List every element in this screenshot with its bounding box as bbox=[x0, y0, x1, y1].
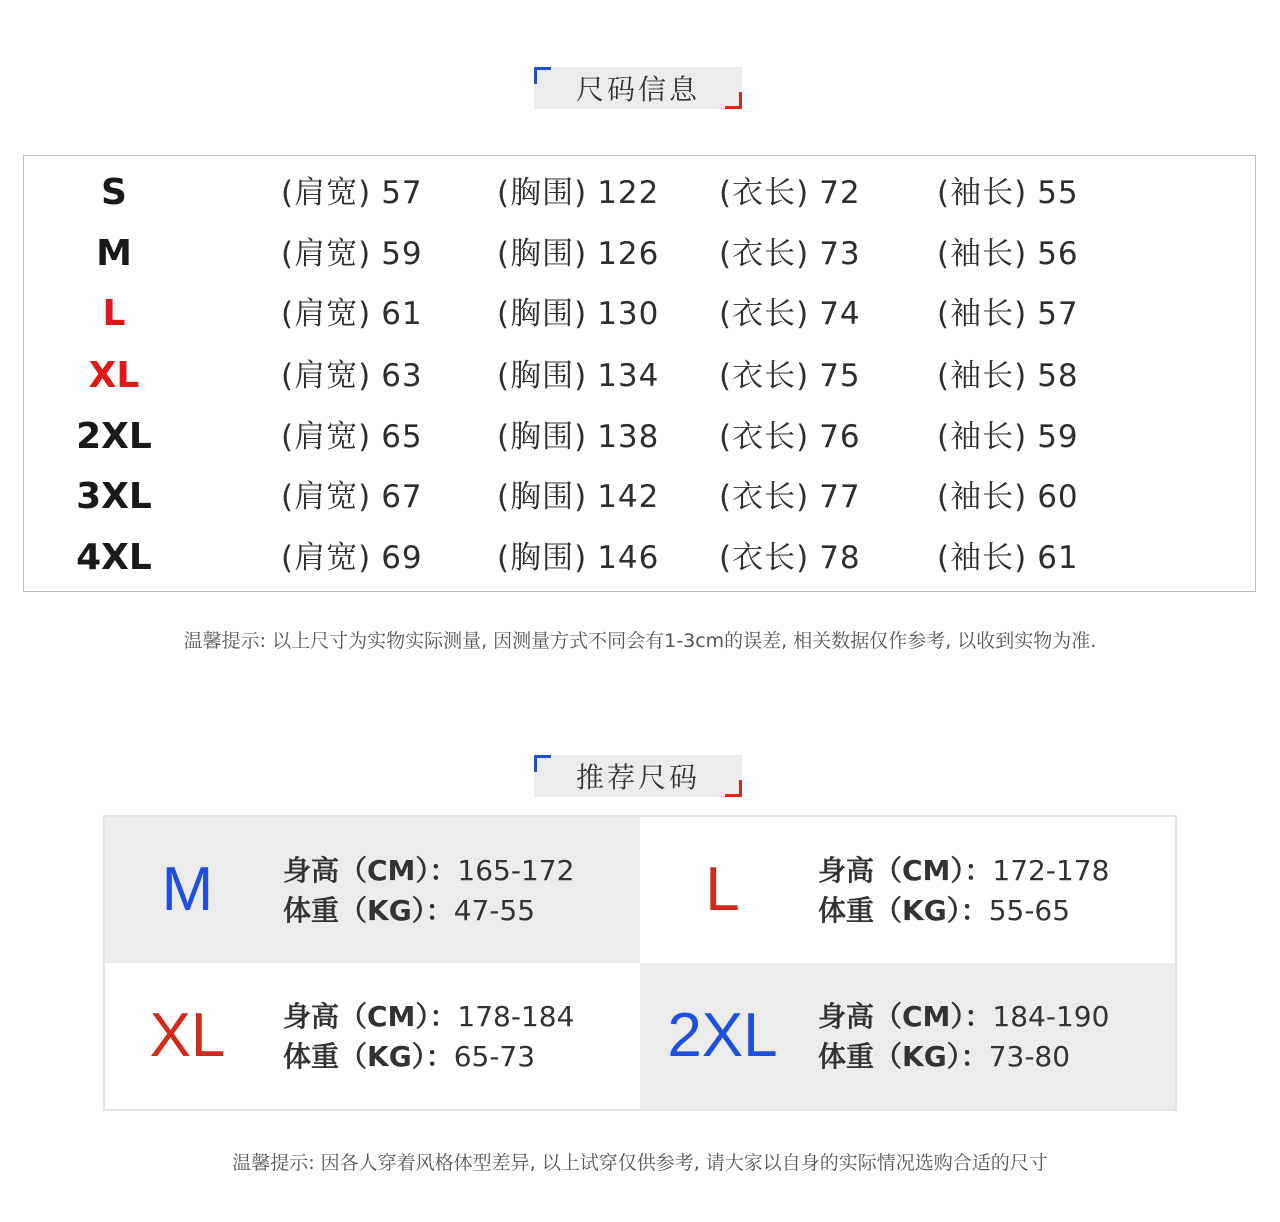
measurement-chest bbox=[497, 472, 659, 522]
measurement-chest bbox=[497, 229, 659, 279]
recommend-weight-label: 体重（KG）： bbox=[283, 894, 454, 927]
recommend-height-label: 身高（CM）： bbox=[818, 1000, 993, 1033]
measurement-label: (胸围) bbox=[497, 479, 588, 515]
measurement-value: 77 bbox=[819, 479, 861, 515]
recommend-weight-line bbox=[818, 1037, 1109, 1077]
recommend-details bbox=[283, 851, 574, 931]
recommend-size: 2XL bbox=[667, 1001, 778, 1070]
measurement-label: (肩宽) bbox=[281, 540, 372, 576]
measurement-value: 142 bbox=[597, 479, 660, 515]
recommend-height-label: 身高（CM）： bbox=[283, 854, 458, 887]
recommend-height-line bbox=[818, 997, 1109, 1037]
recommend-title bbox=[534, 755, 742, 797]
measurement-label: (袖长) bbox=[937, 479, 1028, 515]
size-label: 2XL bbox=[76, 416, 152, 457]
recommend-cell bbox=[105, 963, 640, 1109]
recommend-height-value: 172-178 bbox=[992, 854, 1110, 887]
measurement-label: (胸围) bbox=[497, 540, 588, 576]
measurement-value: 78 bbox=[819, 540, 861, 576]
measurement-chest bbox=[497, 533, 659, 583]
recommend-height-line bbox=[283, 997, 574, 1037]
recommend-grid bbox=[103, 815, 1177, 1111]
measurement-sleeve bbox=[937, 351, 1079, 401]
measurement-shoulder bbox=[281, 289, 423, 339]
measurement-sleeve bbox=[937, 289, 1079, 339]
measurement-label: (衣长) bbox=[719, 479, 810, 515]
measurement-shoulder bbox=[281, 412, 423, 462]
measurement-sleeve bbox=[937, 412, 1079, 462]
measurement-sleeve bbox=[937, 472, 1079, 522]
measurement-length bbox=[719, 289, 861, 339]
recommend-height-label: 身高（CM）： bbox=[818, 854, 993, 887]
size-info-title bbox=[534, 67, 742, 109]
size-label: 4XL bbox=[76, 537, 152, 578]
size-row bbox=[24, 229, 1255, 279]
corner-bracket-icon bbox=[725, 92, 742, 109]
measurement-shoulder bbox=[281, 533, 423, 583]
measurement-value: 60 bbox=[1037, 479, 1079, 515]
measurement-value: 72 bbox=[819, 175, 861, 211]
measurement-label: (肩宽) bbox=[281, 175, 372, 211]
measurement-length bbox=[719, 412, 861, 462]
measurement-label: (胸围) bbox=[497, 358, 588, 394]
recommend-weight-value: 65-73 bbox=[453, 1040, 536, 1073]
recommend-cell bbox=[105, 817, 640, 963]
recommend-weight-line bbox=[283, 1037, 574, 1077]
measurement-label: (肩宽) bbox=[281, 236, 372, 272]
measurement-length bbox=[719, 533, 861, 583]
size-row bbox=[24, 412, 1255, 462]
measurement-label: (袖长) bbox=[937, 236, 1028, 272]
size-note: 温馨提示: 以上尺寸为实物实际测量, 因测量方式不同会有1-3cm的误差, 相关数据仅作参考, 以收到实物为准. bbox=[183, 630, 1097, 652]
measurement-label: (衣长) bbox=[719, 175, 810, 211]
measurement-label: (袖长) bbox=[937, 296, 1028, 332]
recommend-details bbox=[283, 997, 574, 1077]
size-row bbox=[24, 533, 1255, 583]
measurement-chest bbox=[497, 168, 659, 218]
measurement-chest bbox=[497, 289, 659, 339]
measurement-label: (胸围) bbox=[497, 175, 588, 211]
recommend-size: L bbox=[705, 855, 740, 924]
measurement-shoulder bbox=[281, 351, 423, 401]
recommend-weight-label: 体重（KG）： bbox=[818, 1040, 989, 1073]
recommend-cell bbox=[640, 963, 1175, 1109]
size-label: XL bbox=[88, 355, 140, 396]
measurement-value: 57 bbox=[1037, 296, 1079, 332]
recommend-note: 温馨提示: 因各人穿着风格体型差异, 以上试穿仅供参考, 请大家以自身的实际情况选购合适的尺寸 bbox=[232, 1152, 1048, 1174]
recommend-weight-label: 体重（KG）： bbox=[818, 894, 989, 927]
measurement-value: 126 bbox=[597, 236, 660, 272]
measurement-length bbox=[719, 351, 861, 401]
measurement-chest bbox=[497, 412, 659, 462]
size-label: 3XL bbox=[76, 476, 152, 517]
measurement-value: 59 bbox=[1037, 419, 1079, 455]
measurement-value: 146 bbox=[597, 540, 660, 576]
recommend-cell bbox=[640, 817, 1175, 963]
size-row bbox=[24, 472, 1255, 522]
measurement-length bbox=[719, 229, 861, 279]
measurement-sleeve bbox=[937, 168, 1079, 218]
measurement-label: (胸围) bbox=[497, 236, 588, 272]
recommend-weight-label: 体重（KG）： bbox=[283, 1040, 454, 1073]
recommend-height-value: 178-184 bbox=[457, 1000, 575, 1033]
measurement-label: (胸围) bbox=[497, 419, 588, 455]
measurement-sleeve bbox=[937, 229, 1079, 279]
measurement-sleeve bbox=[937, 533, 1079, 583]
corner-bracket-icon bbox=[725, 780, 742, 797]
recommend-details bbox=[818, 997, 1109, 1077]
corner-bracket-icon bbox=[534, 67, 551, 84]
size-info-title-text: 尺码信息 bbox=[575, 73, 700, 106]
recommend-weight-line bbox=[283, 891, 574, 931]
measurement-value: 67 bbox=[381, 479, 423, 515]
recommend-height-value: 184-190 bbox=[992, 1000, 1110, 1033]
recommend-weight-value: 47-55 bbox=[453, 894, 536, 927]
measurement-label: (衣长) bbox=[719, 419, 810, 455]
size-row bbox=[24, 351, 1255, 401]
measurement-value: 69 bbox=[381, 540, 423, 576]
measurement-value: 138 bbox=[597, 419, 660, 455]
measurement-value: 63 bbox=[381, 358, 423, 394]
recommend-size: XL bbox=[149, 1001, 226, 1070]
recommend-weight-value: 55-65 bbox=[988, 894, 1071, 927]
measurement-value: 134 bbox=[597, 358, 660, 394]
measurement-shoulder bbox=[281, 229, 423, 279]
measurement-label: (袖长) bbox=[937, 419, 1028, 455]
recommend-height-line bbox=[283, 851, 574, 891]
corner-bracket-icon bbox=[534, 755, 551, 772]
measurement-label: (衣长) bbox=[719, 358, 810, 394]
measurement-label: (袖长) bbox=[937, 358, 1028, 394]
measurement-label: (袖长) bbox=[937, 540, 1028, 576]
size-label: S bbox=[101, 172, 127, 213]
measurement-length bbox=[719, 472, 861, 522]
measurement-value: 130 bbox=[597, 296, 660, 332]
measurement-value: 76 bbox=[819, 419, 861, 455]
measurement-value: 75 bbox=[819, 358, 861, 394]
measurement-label: (衣长) bbox=[719, 540, 810, 576]
measurement-label: (肩宽) bbox=[281, 296, 372, 332]
measurement-value: 122 bbox=[597, 175, 660, 211]
measurement-value: 61 bbox=[381, 296, 423, 332]
measurement-value: 74 bbox=[819, 296, 861, 332]
recommend-title-text: 推荐尺码 bbox=[575, 761, 700, 794]
measurement-length bbox=[719, 168, 861, 218]
measurement-label: (袖长) bbox=[937, 175, 1028, 211]
recommend-height-label: 身高（CM）： bbox=[283, 1000, 458, 1033]
measurement-value: 57 bbox=[381, 175, 423, 211]
measurement-label: (肩宽) bbox=[281, 419, 372, 455]
measurement-value: 59 bbox=[381, 236, 423, 272]
measurement-shoulder bbox=[281, 472, 423, 522]
size-row bbox=[24, 168, 1255, 218]
measurement-value: 55 bbox=[1037, 175, 1079, 211]
recommend-height-value: 165-172 bbox=[457, 854, 575, 887]
recommend-height-line bbox=[818, 851, 1109, 891]
measurement-label: (衣长) bbox=[719, 296, 810, 332]
measurement-value: 58 bbox=[1037, 358, 1079, 394]
size-label: L bbox=[102, 293, 126, 334]
measurement-label: (肩宽) bbox=[281, 358, 372, 394]
measurement-value: 61 bbox=[1037, 540, 1079, 576]
recommend-details bbox=[818, 851, 1109, 931]
measurement-label: (衣长) bbox=[719, 236, 810, 272]
recommend-size: M bbox=[161, 855, 214, 924]
measurement-shoulder bbox=[281, 168, 423, 218]
size-label: M bbox=[96, 233, 132, 274]
measurement-value: 56 bbox=[1037, 236, 1079, 272]
measurement-value: 65 bbox=[381, 419, 423, 455]
measurement-chest bbox=[497, 351, 659, 401]
recommend-weight-line bbox=[818, 891, 1109, 931]
recommend-weight-value: 73-80 bbox=[988, 1040, 1071, 1073]
measurement-value: 73 bbox=[819, 236, 861, 272]
measurement-label: (肩宽) bbox=[281, 479, 372, 515]
size-row bbox=[24, 289, 1255, 339]
size-table bbox=[23, 155, 1256, 592]
measurement-label: (胸围) bbox=[497, 296, 588, 332]
